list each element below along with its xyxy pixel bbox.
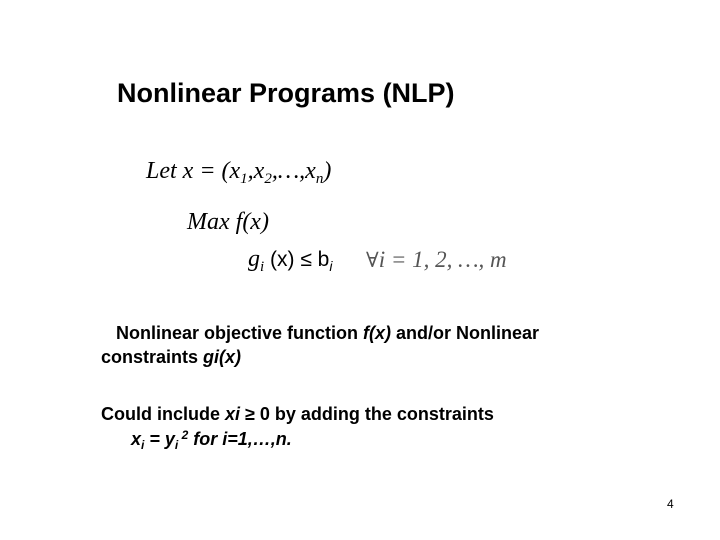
para2-y-subscript: i xyxy=(174,438,179,452)
para2-line1-pre: Could include xyxy=(101,404,225,424)
para2-x: x xyxy=(131,429,142,449)
page-number: 4 xyxy=(667,497,674,511)
constraint-b-subscript: i xyxy=(329,258,333,274)
quantifier-text: i = 1, 2, …, m xyxy=(378,247,507,272)
para2-line1-post: ≥ 0 by adding the constraints xyxy=(240,404,494,424)
let-mid-2: ,…,x xyxy=(271,158,316,184)
para1-line1-em: f(x) xyxy=(363,323,392,343)
let-mid-1: ,x xyxy=(247,158,265,184)
forall-symbol: ∀ xyxy=(366,248,379,272)
quantifier-image xyxy=(366,247,507,273)
constraint-g: g xyxy=(248,246,260,272)
let-suffix: ) xyxy=(323,158,332,184)
paragraph-nonlinear-line2 xyxy=(101,345,241,369)
para1-line1-post: and/or Nonlinear xyxy=(391,323,540,343)
subscript-1: 1 xyxy=(240,171,248,187)
constraint-rhs xyxy=(264,248,333,274)
objective-line: Max f(x) xyxy=(187,209,269,235)
para1-line2-em: gi(x) xyxy=(203,347,242,367)
para2-superscript: 2 xyxy=(178,428,189,442)
constraint-g-subscript: i xyxy=(260,259,265,275)
constraint-mid: (x) ≤ b xyxy=(264,248,330,271)
subscript-n: n xyxy=(315,171,324,187)
paragraph-include-line2 xyxy=(131,427,292,451)
para2-rest: for i=1,…,n. xyxy=(188,429,292,449)
let-definition xyxy=(146,158,331,185)
paragraph-nonlinear-line1 xyxy=(116,321,539,345)
let-prefix: Let x = (x xyxy=(146,158,241,184)
para1-line1-pre: Nonlinear objective function xyxy=(116,323,364,343)
slide-title: Nonlinear Programs (NLP) xyxy=(117,78,455,108)
paragraph-include-line1 xyxy=(101,402,494,426)
para2-x-subscript: i xyxy=(141,438,145,452)
constraint-line xyxy=(248,246,333,273)
para2-line1-em: xi xyxy=(225,404,241,424)
para2-eq: = y xyxy=(144,429,175,449)
subscript-2: 2 xyxy=(264,171,272,187)
para1-line2-pre: constraints xyxy=(101,347,204,367)
